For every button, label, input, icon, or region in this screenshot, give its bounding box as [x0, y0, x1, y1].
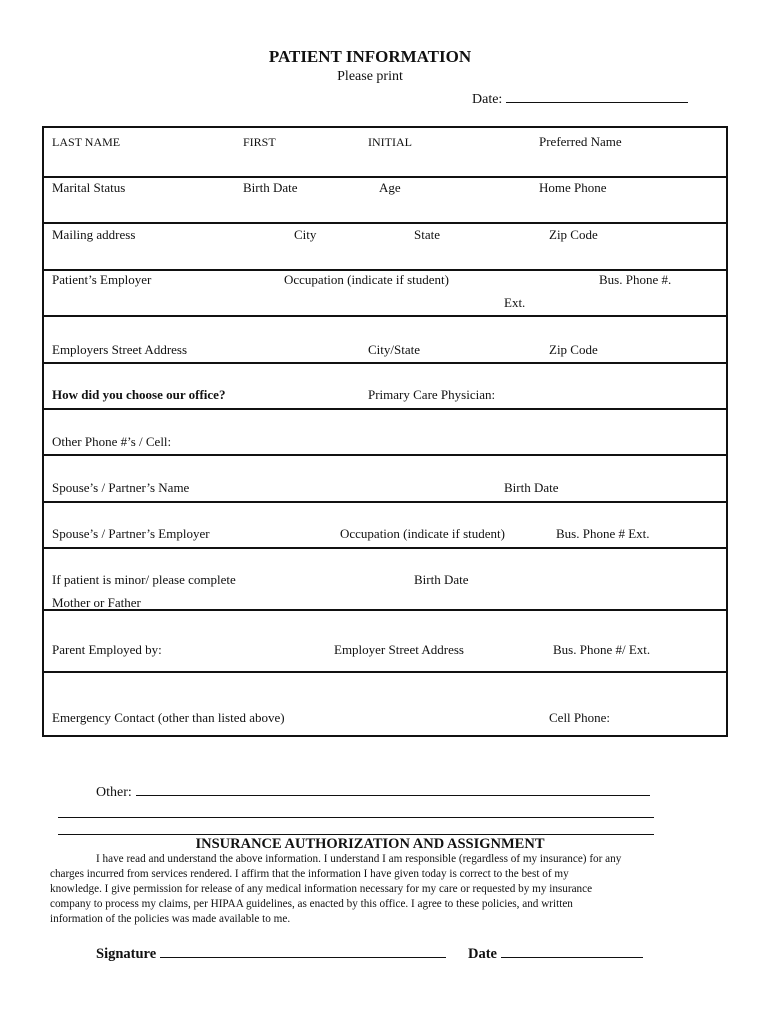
other-continuation-line[interactable] [58, 817, 654, 818]
parent-employer-street-field[interactable]: Employer Street Address [334, 642, 464, 657]
first-name-field[interactable]: FIRST [243, 135, 276, 149]
row-divider [44, 454, 726, 456]
row-divider [44, 501, 726, 503]
employer-street-address-field[interactable]: Employers Street Address [52, 342, 188, 357]
occupation-field[interactable]: Occupation (indicate if student) [284, 272, 449, 287]
row-divider [44, 315, 726, 317]
zip-code-field[interactable]: Zip Code [549, 227, 598, 242]
how-choose-office-field[interactable]: How did you choose our office? [52, 387, 226, 402]
signature-field[interactable] [96, 943, 446, 963]
date-field[interactable] [472, 88, 688, 108]
city-state-field[interactable]: City/State [368, 342, 420, 357]
insurance-text-line: I have read and understand the above information. I understand I am responsible (regardless of my insurance) for any [96, 853, 622, 865]
cell-phone-field[interactable]: Cell Phone: [549, 710, 611, 725]
row-divider [44, 609, 726, 611]
page-subtitle: Please print [337, 69, 403, 84]
other-field[interactable] [96, 781, 650, 801]
row-divider [44, 408, 726, 410]
signature-line[interactable] [160, 943, 446, 958]
insurance-text-line: company to process my claims, per HIPAA guidelines, as enacted by this office. I agree to these policies, and written [50, 898, 573, 910]
row-divider [44, 362, 726, 364]
mailing-address-field[interactable]: Mailing address [52, 227, 136, 242]
page-title: PATIENT INFORMATION [268, 47, 472, 66]
patient-info-form [42, 126, 728, 737]
last-name-field[interactable]: LAST NAME [52, 135, 121, 149]
other-phone-field[interactable]: Other Phone #’s / Cell: [52, 434, 172, 449]
other-continuation-line[interactable] [58, 834, 654, 835]
row-divider [44, 222, 726, 224]
minor-field[interactable]: If patient is minor/ please complete [52, 572, 236, 587]
primary-care-physician-field[interactable]: Primary Care Physician: [368, 387, 496, 402]
spouse-name-field[interactable]: Spouse’s / Partner’s Name [52, 480, 190, 495]
home-phone-field[interactable]: Home Phone [539, 180, 607, 195]
spouse-birth-date-field[interactable]: Birth Date [504, 480, 559, 495]
insurance-text-line: charges incurred from services rendered. I affirm that the information I have given today is correct to the best of my [50, 868, 569, 880]
employer-zip-code-field[interactable]: Zip Code [549, 342, 598, 357]
bus-phone-field[interactable]: Bus. Phone #. [599, 272, 672, 287]
insurance-title: INSURANCE AUTHORIZATION AND ASSIGNMENT [195, 836, 545, 852]
marital-status-field[interactable]: Marital Status [52, 180, 126, 195]
row-divider [44, 671, 726, 673]
row-divider [44, 269, 726, 271]
insurance-paragraph [50, 852, 710, 927]
preferred-name-field[interactable]: Preferred Name [539, 134, 622, 149]
state-field[interactable]: State [414, 227, 440, 242]
parent-employed-field[interactable]: Parent Employed by: [52, 642, 162, 657]
signature-label: Signature [96, 946, 157, 962]
birth-date-field[interactable]: Birth Date [243, 180, 298, 195]
row-divider [44, 547, 726, 549]
age-field[interactable]: Age [379, 180, 401, 195]
initial-field[interactable]: INITIAL [368, 135, 412, 149]
date-label: Date: [472, 92, 503, 107]
other-line[interactable] [136, 781, 650, 796]
emergency-contact-field[interactable]: Emergency Contact (other than listed above) [52, 710, 285, 725]
ext-field[interactable]: Ext. [504, 295, 526, 310]
parent-bus-phone-field[interactable]: Bus. Phone #/ Ext. [553, 642, 651, 657]
other-label: Other: [96, 785, 132, 800]
parent-birth-date-field[interactable]: Birth Date [414, 572, 469, 587]
mother-father-field[interactable]: Mother or Father [52, 595, 141, 610]
date-line[interactable] [506, 88, 688, 103]
patient-employer-field[interactable]: Patient’s Employer [52, 272, 152, 287]
insurance-text-line: knowledge. I give permission for release of any medical information necessary for my care or requested by my insurance [50, 883, 593, 895]
row-divider [44, 176, 726, 178]
spouse-occupation-field[interactable]: Occupation (indicate if student) [340, 526, 505, 541]
city-field[interactable]: City [294, 227, 317, 242]
signature-date-line[interactable] [501, 943, 643, 958]
spouse-bus-phone-field[interactable]: Bus. Phone # Ext. [556, 526, 650, 541]
spouse-employer-field[interactable]: Spouse’s / Partner’s Employer [52, 526, 210, 541]
insurance-text-line: information of the policies was made available to me. [50, 913, 291, 925]
signature-date-label: Date [468, 946, 497, 962]
signature-date-field[interactable] [468, 943, 643, 963]
